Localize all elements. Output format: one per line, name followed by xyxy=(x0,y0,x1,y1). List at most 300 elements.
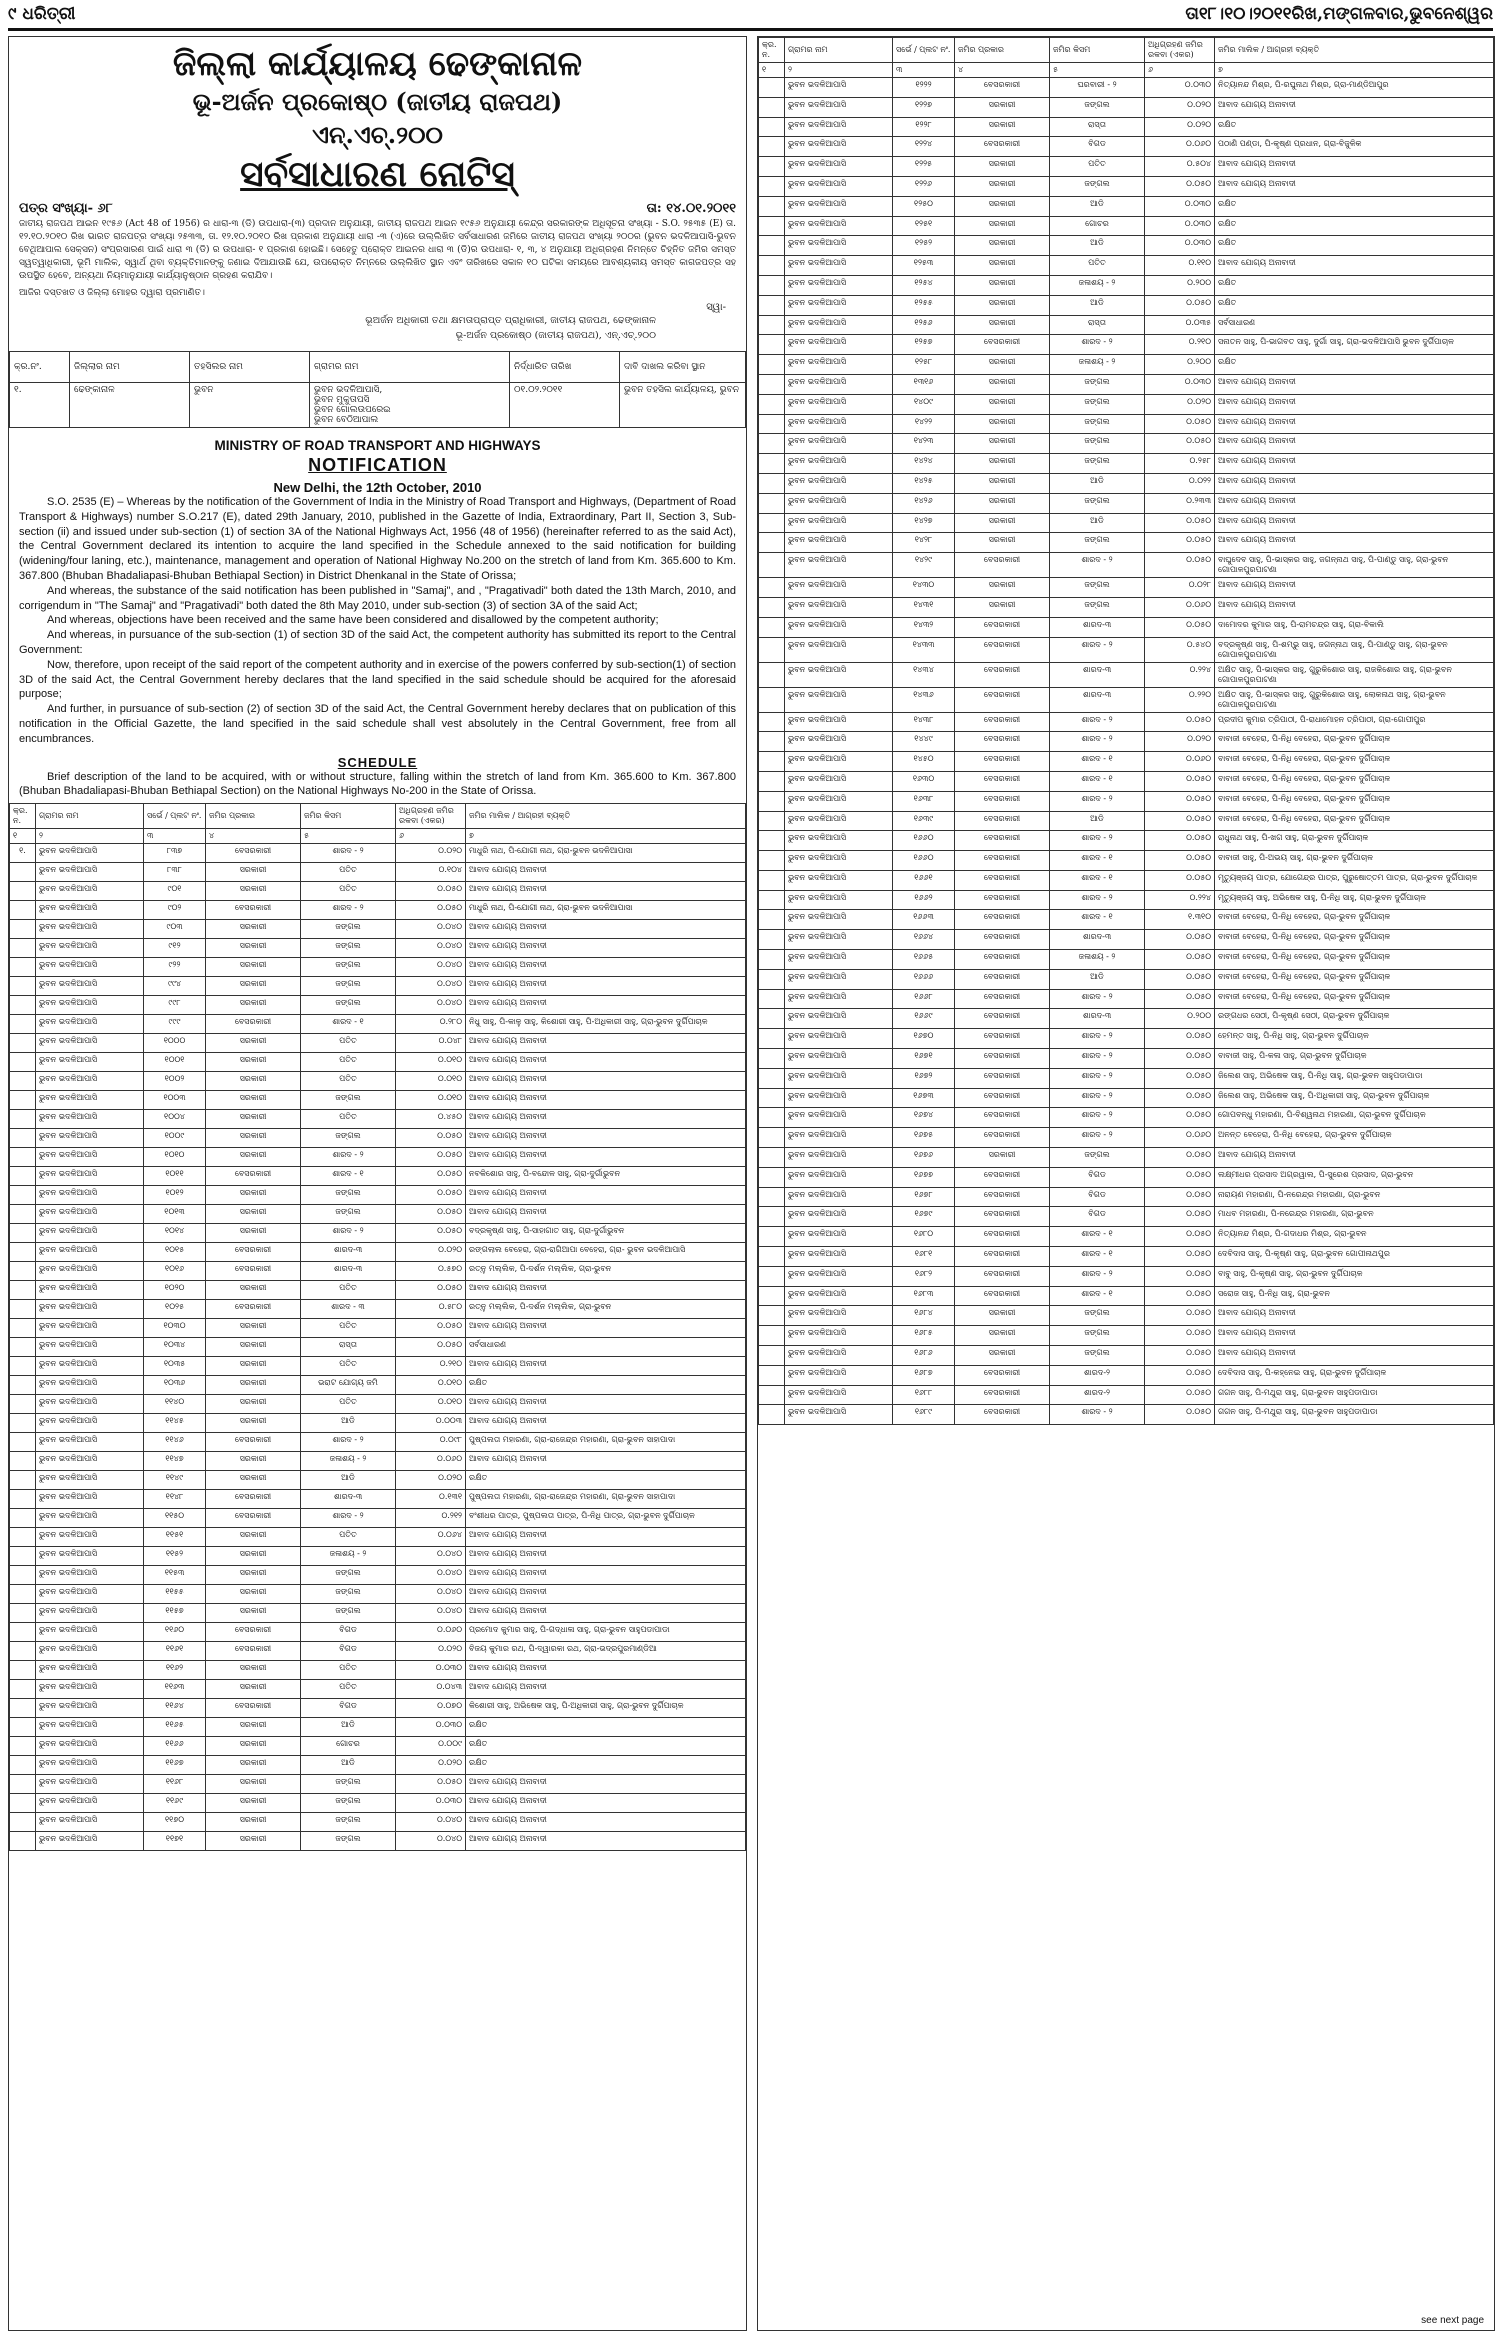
cell-sl xyxy=(759,236,785,256)
col-header: ଅଧିଗ୍ରହଣ ଜମିର ରକବା (ଏକର) xyxy=(396,804,466,829)
col-header: ନିର୍ଦ୍ଧାରିତ ତାରିଖ xyxy=(510,352,620,383)
col-header: ଗ୍ରାମର ନାମ xyxy=(310,352,510,383)
cell-owner: ଆବାଦ ଯୋଗ୍ୟ ଅନାବାଦୀ xyxy=(1215,256,1494,276)
cell-land-type: ବେସରକାରୀ xyxy=(955,989,1050,1009)
cell-sl xyxy=(10,1281,36,1300)
cell-sl xyxy=(759,851,785,871)
cell-sl xyxy=(10,1699,36,1718)
table-row xyxy=(759,1068,1494,1088)
cell-land-class: ଶାରଦ - ୧ xyxy=(1050,851,1145,871)
cell-owner: ଅନନ୍ତ ବେହେରା, ପି-ନିଧି ବେହେରା, ଗ୍ରା-ଭୁବନ ଦୁର୍ଗିପାଚାଳ xyxy=(1215,1128,1494,1148)
cell-area: ୦.୪୫୦ xyxy=(396,1110,466,1129)
cell-land-class: ଜଙ୍ଗଲ xyxy=(301,1129,396,1148)
cell-area: ୦.୦୫୦ xyxy=(1145,1108,1215,1128)
cell-plot: ୧୪୨୯ xyxy=(893,553,955,578)
cell-owner: ସରୋଜ ସାହୁ, ପି-ନିଧି ସାହୁ, ଗ୍ରା-ଭୁବନ xyxy=(1215,1286,1494,1306)
cell-plot: ୧୬୭୬ xyxy=(893,1148,955,1168)
cell-plot: ୧୪୫୦ xyxy=(893,752,955,772)
table-row xyxy=(10,1680,746,1699)
cell-sl xyxy=(10,1471,36,1490)
cell-plot: ୧୧୪୭ xyxy=(144,1452,206,1471)
cell-land-class: ଶାରଦ - ୨ xyxy=(1050,732,1145,752)
cell-area: ୦.୦୧୦ xyxy=(396,1376,466,1395)
col-header: କ୍ର. ନ. xyxy=(759,38,785,63)
table-row xyxy=(759,930,1494,950)
cell-village: ଭୁବନ ଭଦଳିଆପାସି xyxy=(785,1266,893,1286)
cell-owner: ଆବାଦ ଯୋଗ୍ୟ ଅନାବାଦୀ xyxy=(466,882,746,901)
english-paragraph: And whereas, objections have been received and the same have been considered and disallowed by the competent authority; xyxy=(47,614,659,627)
cell-sl xyxy=(759,687,785,712)
col-header: ଗ୍ରାମର ନାମ xyxy=(36,804,144,829)
cell-land-class: ଜଙ୍ଗଲ xyxy=(301,939,396,958)
cell-owner: ପ୍ରଦୀପ କୁମାର ତ୍ରିପାଠୀ, ପି-ରାଧାମୋହନ ତ୍ରିପାଠୀ, ଗ୍ରା-ଗୋପୀପୁର xyxy=(1215,712,1494,732)
table-row xyxy=(759,256,1494,276)
cell-land-type: ସରକାରୀ xyxy=(955,1326,1050,1346)
schedule-right-body xyxy=(759,78,1494,1425)
table-row xyxy=(759,617,1494,637)
cell-land-class: ଶାରଦ - ୧ xyxy=(301,1167,396,1186)
cell-land-type: ବେସରକାରୀ xyxy=(955,637,1050,662)
table-row xyxy=(10,1072,746,1091)
table-row xyxy=(10,1623,746,1642)
cell-plot: ୧୪୩୦ xyxy=(893,578,955,598)
table-row xyxy=(759,117,1494,137)
right-column xyxy=(757,36,1495,2331)
cell-owner: ରକ୍ଷିତ xyxy=(1215,216,1494,236)
cell-village: ଭୁବନ ଭଦଳିଆପାସି xyxy=(36,1300,144,1319)
cell-land-type: ବେସରକାରୀ xyxy=(206,901,301,920)
cell-land-type: ବେସରକାରୀ xyxy=(955,870,1050,890)
cell-plot: ୧୦୧୦ xyxy=(144,1148,206,1167)
cell-plot: ୧୨୨୫ xyxy=(893,157,955,177)
cell-village: ଭୁବନ ଭଦଳିଆପାସି xyxy=(36,1262,144,1281)
cell-plot: ୧୧୫୩ xyxy=(144,1566,206,1585)
cell-village: ଭୁବନ ଭଦଳିଆପାସି xyxy=(785,1365,893,1385)
cell-village: ଭୁବନ ଭଦଳିଆପାସି xyxy=(785,1009,893,1029)
cell-land-class: ଜଙ୍ଗଲ xyxy=(1050,493,1145,513)
hearing-table-header xyxy=(10,352,746,383)
cell-sl xyxy=(759,1326,785,1346)
cell-area: ୦.୦୫୦ xyxy=(1145,533,1215,553)
cell-owner: ଆବାଦ ଯୋଗ୍ୟ ଅନାବାଦୀ xyxy=(466,1832,746,1851)
cell-land-type: ବେସରକାରୀ xyxy=(955,1049,1050,1069)
cell-sl xyxy=(10,1243,36,1262)
cell-sl xyxy=(10,1642,36,1661)
cell-plot: ୧୨୫୩ xyxy=(893,256,955,276)
cell-land-type: ବେସରକାରୀ xyxy=(955,1068,1050,1088)
cell-area: ୦.୦୬୦ xyxy=(1145,1128,1215,1148)
cell-land-type: ବେସରକାରୀ xyxy=(955,732,1050,752)
cell-sl xyxy=(759,1306,785,1326)
cell-owner: ଆବାଦ ଯୋଗ୍ୟ ଅନାବାଦୀ xyxy=(466,1566,746,1585)
cell-owner: ରକ୍ଷିତ xyxy=(466,1718,746,1737)
table-row xyxy=(10,1452,746,1471)
cell-sl: ୧. xyxy=(10,383,70,428)
col-header: ଗ୍ରାମର ନାମ xyxy=(785,38,893,63)
schedule-heading: SCHEDULE xyxy=(337,754,418,770)
col-number: ୧ xyxy=(759,63,785,78)
cell-area: ୦.୦୨୮ xyxy=(1145,578,1215,598)
cell-land-class: ଶାରଦ-୨ xyxy=(1050,1365,1145,1385)
cell-area: ୦.୦୫୦ xyxy=(396,1224,466,1243)
cell-land-class: ଜଙ୍ଗଲ xyxy=(301,1585,396,1604)
cell-land-class: ଶାରଦ - ୨ xyxy=(301,1509,396,1528)
cell-land-class: ଜଙ୍ଗଲ xyxy=(1050,374,1145,394)
cell-village: ଭୁବନ ଭଦଳିଆପାସି xyxy=(785,930,893,950)
cell-village: ଭୁବନ ଭଦଳିଆପାସି xyxy=(785,910,893,930)
cell-area: ୦.୦୫୦ xyxy=(396,1129,466,1148)
cell-area: ୦.୦୫୦ xyxy=(1145,1068,1215,1088)
cell-land-class: ପତିତ xyxy=(1050,256,1145,276)
cell-owner: ପୁଷ୍ପଲତା ମହାରଣା, ଗ୍ରା-ରାଜେନ୍ଦ୍ର ମହାରଣା, ଗ୍ରା-ଭୁବନ ସାହାପାଦା xyxy=(466,1433,746,1452)
cell-land-class: ଶାରଦ - ୩ xyxy=(301,1300,396,1319)
cell-area: ୦.୦୫୦ xyxy=(1145,1088,1215,1108)
cell-land-type: ସରକାରୀ xyxy=(955,414,1050,434)
table-row xyxy=(10,1110,746,1129)
cell-land-class: ପତିତ xyxy=(301,882,396,901)
cell-sl xyxy=(759,1128,785,1148)
cell-owner: ରଙ୍ଗଲାଲ ବେହେରା, ଗ୍ରା-ରାଗିଆପା ବେହେରା, ଗ୍ରା- ଭୁବନ ଭଦଳିଆପାସି xyxy=(466,1243,746,1262)
col-header: ଜମିର କିସମ xyxy=(1050,38,1145,63)
cell-plot: ୧୬୬୦ xyxy=(893,851,955,871)
cell-village: ଭୁବନ ଭଦଳିଆପାସି xyxy=(785,256,893,276)
cell-area: ୦.୨୧୦ xyxy=(1145,335,1215,355)
cell-sl xyxy=(10,1604,36,1623)
table-row xyxy=(10,1794,746,1813)
cell-village: ଭୁବନ ଭଦଳିଆପାସି xyxy=(36,1281,144,1300)
cell-area: ୦.୦୬୦ xyxy=(1145,597,1215,617)
cell-village: ଭୁବନ ଭଦଳିଆପାସି xyxy=(785,989,893,1009)
cell-village: ଭୁବନ ଭଦଳିଆପାସି xyxy=(36,863,144,882)
cell-plot: ୧୪୨୩ xyxy=(893,434,955,454)
english-paragraph: S.O. 2535 (E) – Whereas by the notification of the Government of India in the Ministry of Road Transport and Highways, (Department of Road Transport & Highways) number S.O.217 (E), dated 29th January, 2010, published in the Gazette of India, Extraordinary, Part II, Section 3, Sub-section (ii) and issued under sub-section (1) of section 3A of the National Highways Act, 1956 (48 of 1956) (hereinafter referred to as the said Act), the Central Government declared its intention to acquire the land specified in the Schedule annexed to the said notification for building (widening/four laning, etc.), maintenance, management and operation of National Highway No.200 on the stretch of land from Km. 365.600 to Km. 367.800 (Bhuban Bhadaliapasi-Bhuban Bethiapal Section) in District Dhenkanal in the State of Orissa; xyxy=(19,496,736,582)
cell-area: ୦.୦୧୦ xyxy=(396,1072,466,1091)
cell-land-class: ଜଙ୍ଗଲ xyxy=(1050,578,1145,598)
table-row xyxy=(10,1718,746,1737)
cell-land-type: ବେସରକାରୀ xyxy=(955,791,1050,811)
table-row xyxy=(10,1737,746,1756)
cell-land-class: ଜଙ୍ଗଲ xyxy=(1050,176,1145,196)
schedule-left-body xyxy=(10,844,746,1851)
cell-land-class: ପତିତ xyxy=(301,1281,396,1300)
cell-sl xyxy=(759,176,785,196)
cell-plot: ୧୧୪୬ xyxy=(144,1433,206,1452)
cell-village: ଭୁବନ ଭଦଳିଆପାସି xyxy=(785,1326,893,1346)
cell-village: ଭୁବନ ଭଦଳିଆପାସି xyxy=(36,1395,144,1414)
cell-plot: ୧୬୬୩ xyxy=(893,910,955,930)
cell-area: ୦.୦୫୦ xyxy=(396,1775,466,1794)
table-row xyxy=(10,1015,746,1034)
table-row xyxy=(759,637,1494,662)
cell-land-type: ବେସରକାରୀ xyxy=(206,1642,301,1661)
cell-plot: ୧୧୪୫ xyxy=(144,1414,206,1433)
cell-plot: ୧୬୭୪ xyxy=(893,1108,955,1128)
cell-owner: ଆବାଦ ଯୋଗ୍ୟ ଅନାବାଦୀ xyxy=(1215,454,1494,474)
cell-land-type: ସରକାରୀ xyxy=(206,1072,301,1091)
left-column xyxy=(8,36,747,2331)
cell-land-type: ବେସରକାରୀ xyxy=(955,1088,1050,1108)
table-row xyxy=(10,1281,746,1300)
cell-sl xyxy=(759,1385,785,1405)
cell-village: ଭୁବନ ଭଦଳିଆପାସି xyxy=(36,1775,144,1794)
cell-land-class: ଶାରଦ - ୨ xyxy=(301,901,396,920)
cell-land-class: ଶାରଦ - ୧ xyxy=(1050,752,1145,772)
cell-village: ଭୁବନ ଭଦଳିଆପାସି xyxy=(785,374,893,394)
cell-village: ଭୁବନ ଭଦଳିଆପାସି xyxy=(36,1167,144,1186)
cell-plot: ୧୬୮୮ xyxy=(893,1385,955,1405)
col-header: ଦାବି ଦାଖଲ କରିବା ସ୍ଥାନ xyxy=(620,352,746,383)
table-row xyxy=(10,996,746,1015)
cell-area: ୦.୦୨୦ xyxy=(396,1471,466,1490)
table-row xyxy=(759,1148,1494,1168)
cell-sl xyxy=(759,712,785,732)
cell-owner: ବିଜୟ କୁମାର ରଥ, ପି-ଦ୍ୱାରକା ରଥ, ଗ୍ରା-ଭଦ୍ରପୁରମାଣ୍ଡିଆ xyxy=(466,1642,746,1661)
cell-area: ୦.୦୩୦ xyxy=(1145,374,1215,394)
cell-area: ୦.୨୮୦ xyxy=(396,1015,466,1034)
cell-sl xyxy=(759,1068,785,1088)
cell-area: ୦.୨୦୦ xyxy=(1145,275,1215,295)
table-row xyxy=(10,1756,746,1775)
cell-area: ୦.୧୦୪ xyxy=(396,863,466,882)
cell-land-type: ସରକାରୀ xyxy=(955,1148,1050,1168)
table-row xyxy=(10,1376,746,1395)
signature-line-2: ଭୂ-ଅର୍ଜନ ପ୍ରକୋଷ୍ଠ (ଜାତୀୟ ରାଜପଥ), ଏନ୍.ଏଚ୍.୨୦୦ xyxy=(455,330,656,341)
cell-owner: ଆବାଦ ଯୋଗ୍ୟ ଅନାବାଦୀ xyxy=(466,1091,746,1110)
cell-plot: ୧୨୨୪ xyxy=(893,137,955,157)
cell-sl xyxy=(759,910,785,930)
cell-land-type: ବେସରକାରୀ xyxy=(955,851,1050,871)
cell-land-class: ପତିତ xyxy=(301,1528,396,1547)
cell-village: ଭୁବନ ଭଦଳିଆପାସି xyxy=(36,1376,144,1395)
cell-owner: ଆବାଦ ଯୋଗ୍ୟ ଅନାବାଦୀ xyxy=(1215,597,1494,617)
cell-village: ଭୁବନ ଭଦଳିଆପାସି xyxy=(36,1433,144,1452)
cell-land-type: ସରକାରୀ xyxy=(206,1794,301,1813)
cell-land-class: ଜଙ୍ଗଲ xyxy=(301,977,396,996)
cell-land-class: ଜଙ୍ଗଲ xyxy=(1050,1346,1145,1366)
cell-owner: ବାବାଜୀ ବେହେରା, ପି-ନିଧି ବେହେରା, ଗ୍ରା-ଭୁବନ ଦୁର୍ଗିପାଚାଳ xyxy=(1215,989,1494,1009)
odia-body-2: ଆଜିର ଦସ୍ତଖତ ଓ ଜିଲ୍ଲା ମୋହର ଦ୍ୱାରା ପ୍ରମାଣିତ। xyxy=(19,288,205,298)
cell-sl xyxy=(759,374,785,394)
cell-area: ୦.୦୫୦ xyxy=(1145,1326,1215,1346)
cell-village: ଭୁବନ ଭଦଳିଆପାସି xyxy=(785,434,893,454)
cell-sl xyxy=(10,1205,36,1224)
cell-land-class: ଆଡି xyxy=(1050,811,1145,831)
cell-sl xyxy=(10,1813,36,1832)
cell-owner: ନିତ୍ୟାନନ୍ଦ ମିଶ୍ର, ପି-ଗଦାଧର ମିଶ୍ର, ଗ୍ରା-ଭୁବନ xyxy=(1215,1227,1494,1247)
cell-village: ଭୁବନ ଭଦଳିଆପାସି xyxy=(785,687,893,712)
cell-area: ୦.୦୫୦ xyxy=(396,901,466,920)
cell-land-class: ଜଙ୍ଗଲ xyxy=(301,1186,396,1205)
cell-plot: ୯୦୨ xyxy=(144,901,206,920)
english-body xyxy=(9,495,746,747)
cell-village: ଭୁବନ ଭଦଳିଆପାସି xyxy=(785,969,893,989)
cell-sl xyxy=(759,256,785,276)
cell-plot: ୧୧୬୭ xyxy=(144,1756,206,1775)
cell-land-type: ବେସରକାରୀ xyxy=(955,78,1050,98)
cell-plot: ୧୬୭୫ xyxy=(893,1128,955,1148)
cell-sl xyxy=(10,1737,36,1756)
cell-area: ୦.୦୧୦ xyxy=(396,1053,466,1072)
table-row xyxy=(10,863,746,882)
cell-area: ୦.୨୫୮ xyxy=(1145,454,1215,474)
cell-land-type: ବେସରକାରୀ xyxy=(955,930,1050,950)
cell-area: ୦.୦୫୦ xyxy=(1145,930,1215,950)
table-row xyxy=(10,1091,746,1110)
cell-plot: ୧୬୭୭ xyxy=(893,1167,955,1187)
cell-area: ୦.୦୪୦ xyxy=(396,996,466,1015)
cell-land-type: ସରକାରୀ xyxy=(955,176,1050,196)
cell-land-type: ବେସରକାରୀ xyxy=(955,771,1050,791)
cell-area: ୦.୦୬୪ xyxy=(396,1528,466,1547)
cell-village: ଭୁବନ ଭଦଳିଆପାସି xyxy=(36,1604,144,1623)
table-row xyxy=(759,1266,1494,1286)
cell-village: ଭୁବନ ଭଦଳିଆପାସି xyxy=(36,901,144,920)
cell-village: ଭୁବନ ଭଦଳିଆପାସି xyxy=(785,1346,893,1366)
cell-owner: ବାବାଜୀ ବେହେରା, ପି-ନିଧି ବେହେରା, ଗ୍ରା-ଭୁବନ ଦୁର୍ଗିପାଚାଳ xyxy=(1215,752,1494,772)
table-row xyxy=(10,1034,746,1053)
cell-plot: ୧୩୧୬ xyxy=(893,374,955,394)
cell-plot: ୧୬୬୧ xyxy=(893,870,955,890)
cell-plot: ୧୧୫୦ xyxy=(144,1509,206,1528)
cell-area: ୦.୦୫୦ xyxy=(1145,1247,1215,1267)
cell-area: ୦.୦୫୦ xyxy=(1145,1207,1215,1227)
table-row xyxy=(759,1286,1494,1306)
signature-line-1: ଭୂଅର୍ଜନ ଅଧିକାରୀ ତଥା କ୍ଷମତାପ୍ରାପ୍ତ ପ୍ରାଧିକାରୀ, ଜାତୀୟ ରାଜପଥ, ଢେଙ୍କାନାଳ xyxy=(365,315,656,326)
cell-village: ଭୁବନ ଭଦଳିଆପାସି xyxy=(785,1088,893,1108)
col-number: ୫ xyxy=(1050,63,1145,78)
cell-plot: ୧୬୭୨ xyxy=(893,1068,955,1088)
notification-dateline: New Delhi, the 12th October, 2010 xyxy=(273,480,482,495)
cell-village: ଭୁବନ ଭଦଳିଆପାସି xyxy=(785,1108,893,1128)
table-row xyxy=(10,844,746,863)
cell-village: ଭୁବନ ଭଦଳିଆପାସି xyxy=(785,662,893,687)
cell-owner: ଗଗନ ସାହୁ, ପି-ମଥୁରା ସାହୁ, ଗ୍ରା-ଭୁବନ ସାହୁପଡାପାଡା xyxy=(1215,1385,1494,1405)
cell-owner: ଆବାଦ ଯୋଗ୍ୟ ଅନାବାଦୀ xyxy=(466,1053,746,1072)
cell-sl xyxy=(759,1088,785,1108)
cell-village: ଭୁବନ ଭଦଳିଆପାସି xyxy=(785,513,893,533)
table-row xyxy=(759,513,1494,533)
cell-owner: ଆବାଦ ଯୋଗ୍ୟ ଅନାବାଦୀ xyxy=(466,958,746,977)
cell-land-class: ଜଙ୍ଗଲ xyxy=(301,1813,396,1832)
cell-area: ୦.୨୧୨ xyxy=(396,1509,466,1528)
cell-land-type: ସରକାରୀ xyxy=(955,434,1050,454)
cell-sl xyxy=(759,831,785,851)
schedule-table-left xyxy=(9,803,746,1851)
cell-sl xyxy=(759,533,785,553)
cell-sl xyxy=(759,216,785,236)
cell-sl xyxy=(759,196,785,216)
cell-owner: ରଙ୍ଗଧର ସେଠୀ, ପି-କୃଷ୍ଣ ସେଠୀ, ଗ୍ରା-ଭୁବନ ଦୁର୍ଗିପାଚାଳ xyxy=(1215,1009,1494,1029)
schedule-colnum-row xyxy=(759,63,1494,78)
cell-owner: ସନାତନ ସାହୁ, ପି-ଭାଗବତ ସାହୁ, ଦୁର୍ଗା ସାହୁ, ଗ୍ରା-ଭଦଳିଆପାସି ଭୁବନ ଦୁର୍ଗିପାଚାଳ xyxy=(1215,335,1494,355)
cell-sl xyxy=(759,473,785,493)
cell-area: ୦.୦୨୦ xyxy=(396,1756,466,1775)
cell-land-type: ସରକାରୀ xyxy=(955,216,1050,236)
cell-plot: ୧୨୫୧ xyxy=(893,216,955,236)
cell-land-type: ବେସରକାରୀ xyxy=(206,1623,301,1642)
cell-sl xyxy=(10,901,36,920)
cell-land-class: ଆଡି xyxy=(1050,295,1145,315)
table-row xyxy=(759,662,1494,687)
cell-area: ୦.୦୪୦ xyxy=(396,1832,466,1851)
cell-land-class: ଶାରଦ - ୧ xyxy=(1050,1286,1145,1306)
notice-title: ସର୍ବସାଧାରଣ ନୋଟିସ୍ xyxy=(240,153,515,195)
cell-owner: ଆବାଦ ଯୋଗ୍ୟ ଅନାବାଦୀ xyxy=(466,1794,746,1813)
cell-plot: ୯୯୯ xyxy=(144,1015,206,1034)
cell-owner: ଆବାଦ ଯୋଗ୍ୟ ଅନାବାଦୀ xyxy=(1215,1148,1494,1168)
village-name: ଭୁବନ ଗୋଲଉପରେଇ xyxy=(314,405,391,415)
cell-area: ୦.୦୫୦ xyxy=(396,1338,466,1357)
cell-area: ୦.୦୫୦ xyxy=(1145,1365,1215,1385)
table-row xyxy=(10,1186,746,1205)
cell-village: ଭୁବନ ଭଦଳିଆପାସି xyxy=(36,1585,144,1604)
cell-sl xyxy=(759,355,785,375)
cell-village: ଭୁବନ ଭଦଳିଆପାସି xyxy=(36,920,144,939)
cell-sl xyxy=(10,1319,36,1338)
table-row xyxy=(759,414,1494,434)
cell-area: ୦.୦୫୦ xyxy=(1145,617,1215,637)
cell-sl xyxy=(10,1585,36,1604)
cell-sl xyxy=(10,1452,36,1471)
col-number: ୪ xyxy=(206,829,301,844)
cell-sl xyxy=(759,662,785,687)
table-row xyxy=(759,1088,1494,1108)
col-number: ୩ xyxy=(893,63,955,78)
cell-area: ୦.୦୪୩ xyxy=(396,1680,466,1699)
cell-sl xyxy=(10,1357,36,1376)
cell-area: ୦.୦୬୦ xyxy=(1145,752,1215,772)
cell-land-type: ବେସରକାରୀ xyxy=(955,1266,1050,1286)
cell-sl xyxy=(759,637,785,662)
cell-land-type: ବେସରକାରୀ xyxy=(955,910,1050,930)
cell-village: ଭୁବନ ଭଦଳିଆପାସି xyxy=(785,1187,893,1207)
cell-area: ୦.୦୫୦ xyxy=(1145,950,1215,970)
see-next-page: see next page xyxy=(1421,2315,1484,2326)
cell-village: ଭୁବନ ଭଦଳିଆପାସି xyxy=(36,1015,144,1034)
cell-sl xyxy=(10,1110,36,1129)
table-row xyxy=(10,882,746,901)
table-row xyxy=(759,1227,1494,1247)
date-line: ତା୧୮।୧୦।୨୦୧୧ରିଖ,ମଙ୍ଗଳବାର,ଭୁବନେଶ୍ୱର xyxy=(1185,4,1493,24)
cell-land-class: ବିଗଡ xyxy=(1050,137,1145,157)
cell-land-type: ସରକାରୀ xyxy=(206,977,301,996)
cell-land-type: ବେସରକାରୀ xyxy=(955,1029,1050,1049)
table-row xyxy=(10,1129,746,1148)
cell-plot: ୧୪୨୬ xyxy=(893,493,955,513)
cell-area: ୦.୦୦୯ xyxy=(396,1737,466,1756)
cell-owner: ସର୍ବସାଧାରଣ xyxy=(466,1338,746,1357)
table-row xyxy=(10,1547,746,1566)
cell-sl xyxy=(759,454,785,474)
table-row xyxy=(759,712,1494,732)
cell-plot: ୧୬୩୮ xyxy=(893,791,955,811)
cell-land-class: ଶାରଦ-୩ xyxy=(301,1490,396,1509)
cell-land-type: ବେସରକାରୀ xyxy=(955,553,1050,578)
cell-land-type: ସରକାରୀ xyxy=(955,493,1050,513)
cell-owner: ଆବାଦ ଯୋଗ୍ୟ ଅନାବାଦୀ xyxy=(466,1585,746,1604)
cell-land-type: ସରକାରୀ xyxy=(206,958,301,977)
cell-owner: ଆବାଦ ଯୋଗ୍ୟ ଅନାବାଦୀ xyxy=(466,1186,746,1205)
cell-plot: ୧୦୧୩ xyxy=(144,1205,206,1224)
cell-land-type: ସରକାରୀ xyxy=(206,1661,301,1680)
cell-village: ଭୁବନ ଭଦଳିଆପାସି xyxy=(36,977,144,996)
cell-owner: ଆବାଦ ଯୋଗ୍ୟ ଅନାବାଦୀ xyxy=(466,1319,746,1338)
cell-plot: ୧୬୭୦ xyxy=(893,1029,955,1049)
cell-land-class: ରାସ୍ତା xyxy=(1050,117,1145,137)
cell-owner: ମୃତ୍ୟୁଞ୍ଜୟ ପାତ୍ର, ଯୋଗେନ୍ଦ୍ର ପାତ୍ର, ପୁରୁଷୋତ୍ତମ ପାତ୍ର, ଗ୍ରା-ଭୁବନ ଦୁର୍ଗିପାଚାଳ xyxy=(1215,870,1494,890)
cell-area: ୦.୦୩୦ xyxy=(396,1661,466,1680)
table-row xyxy=(759,473,1494,493)
